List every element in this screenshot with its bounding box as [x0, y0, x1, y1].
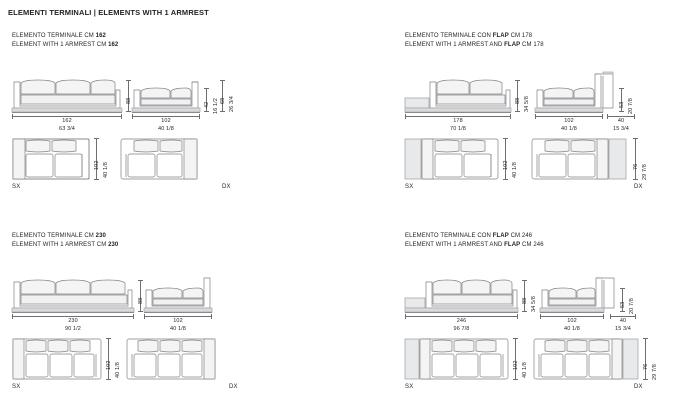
plan-sx-162: [12, 138, 127, 184]
dim-width-246-line: [405, 316, 518, 317]
dim-depth-40-18: 40 1/8: [522, 362, 528, 378]
dim-flap-height-76-line: [635, 138, 636, 180]
dim-width-102-line: [144, 316, 212, 317]
block-heading-en: ELEMENT WITH 1 ARMREST CM 162: [12, 42, 119, 48]
label-dx: DX: [229, 384, 238, 390]
plan-dx-230-svg: [126, 338, 246, 384]
dim-width-102-line: [535, 116, 603, 117]
dim-height-20-78: 20 7/8: [629, 298, 635, 314]
dim-width-102-line: [132, 116, 200, 117]
dim-width-70-18: 70 1/8: [450, 126, 466, 132]
label-sx: SX: [12, 384, 21, 390]
dim-height-88-line: [524, 280, 525, 312]
dim-height-88-line: [140, 280, 141, 312]
dim-width-40-18: 40 1/8: [158, 126, 174, 132]
dim-flap-height-76: 76: [633, 163, 639, 170]
plan-sx-230-svg: [12, 338, 132, 384]
block-terminal-230: [8, 232, 308, 402]
plan-dx-162-svg: [120, 138, 235, 184]
dim-width-230: 230: [68, 318, 78, 324]
plan-sx-178: [405, 138, 525, 184]
plan-dx-230: [126, 338, 246, 384]
block-terminal-162: [8, 32, 308, 202]
label-dx: DX: [634, 184, 643, 190]
dim-depth-102: 102: [503, 160, 509, 170]
dim-width-96-78: 96 7/8: [453, 326, 470, 332]
dim-height-88: 88: [126, 97, 132, 104]
dim-height-88-line: [517, 80, 518, 112]
label-sx: SX: [405, 184, 414, 190]
plan-dx-178: [531, 138, 651, 184]
dim-width-63-34: 63 3/4: [59, 126, 75, 132]
dim-width-102-line: [540, 316, 604, 317]
dim-width-178: 178: [453, 118, 463, 124]
dim-height-42: 42: [204, 101, 210, 108]
dim-depth-102: 102: [94, 160, 100, 170]
dim-width-102: 102: [564, 118, 574, 124]
dim-width-102: 102: [567, 318, 577, 324]
dim-depth-102: 102: [513, 360, 519, 370]
dim-height-20-78: 20 7/8: [628, 98, 634, 114]
dim-height-88: 88: [515, 97, 521, 104]
label-dx: DX: [222, 184, 231, 190]
dim-flap-width-40: 40: [619, 318, 627, 324]
plan-sx-246: [405, 338, 530, 384]
dim-height-88-line: [128, 80, 129, 112]
dim-depth-102: 102: [106, 360, 112, 370]
dim-height-42-line: [206, 88, 207, 112]
dim-width-178-line: [405, 116, 511, 117]
dim-flap-width-40: 40: [617, 118, 625, 124]
plan-dx-178-svg: [531, 138, 651, 184]
page-title: ELEMENTI TERMINALI | ELEMENTS WITH 1 ARMREST: [8, 8, 209, 17]
dim-depth-40-18: 40 1/8: [512, 162, 518, 178]
dim-depth-102-line: [108, 338, 109, 380]
dim-width-40-18: 40 1/8: [170, 326, 186, 332]
dim-height-26-34: 26 3/4: [229, 96, 235, 112]
dim-flap-height-76-line: [645, 338, 646, 380]
block-heading-it: ELEMENTO TERMINALE CM 230: [12, 233, 106, 239]
dim-height-68-line: [222, 80, 223, 112]
plan-sx-162-svg: [12, 138, 127, 184]
dim-width-40-18: 40 1/8: [564, 326, 580, 332]
dim-depth-102-line: [505, 138, 506, 180]
dim-height-16-12: 16 1/2: [213, 98, 219, 114]
dim-width-90-12: 90 1/2: [65, 326, 81, 332]
dim-height-88: 88: [138, 297, 144, 304]
block-heading-it: ELEMENTO TERMINALE CON FLAP CM 178: [405, 33, 533, 39]
block-heading-en: ELEMENT WITH 1 ARMREST CM 230: [12, 242, 119, 248]
dim-width-40-18: 40 1/8: [561, 126, 577, 132]
plan-sx-230: [12, 338, 132, 384]
dim-width-162-line: [12, 116, 122, 117]
dim-height-68: 68: [220, 97, 226, 104]
dim-flap-height-76: 76: [643, 363, 649, 370]
dim-width-102: 102: [173, 318, 183, 324]
dim-flap-width-15-34: 15 3/4: [615, 326, 631, 332]
block-terminal-flap-178: [405, 32, 670, 202]
block-terminal-flap-246: [405, 232, 670, 402]
dim-height-53-line: [621, 88, 622, 112]
block-heading-en: ELEMENT WITH 1 ARMREST AND FLAP CM 246: [405, 242, 544, 248]
dim-height-53: 53: [620, 301, 626, 308]
dim-width-230-line: [12, 316, 134, 317]
label-sx: SX: [405, 384, 414, 390]
dim-width-162: 162: [62, 118, 72, 124]
label-dx: DX: [634, 384, 643, 390]
plan-sx-246-svg: [405, 338, 530, 384]
block-heading-it: ELEMENTO TERMINALE CON FLAP CM 246: [405, 233, 533, 239]
dim-height-88: 88: [522, 297, 528, 304]
dim-flap-width-15-34: 15 3/4: [613, 126, 629, 132]
dim-height-53: 53: [619, 101, 625, 108]
label-sx: SX: [12, 184, 21, 190]
plan-dx-246: [533, 338, 658, 384]
dim-flap-height-29-78: 29 7/8: [652, 364, 658, 380]
dim-width-102: 102: [161, 118, 171, 124]
dim-flap-width-40-line: [610, 316, 636, 317]
block-heading-it: ELEMENTO TERMINALE CM 162: [12, 33, 106, 39]
dim-flap-height-29-78: 29 7/8: [642, 164, 648, 180]
plan-dx-162: [120, 138, 235, 184]
dim-depth-40-18: 40 1/8: [103, 162, 109, 178]
dim-depth-102-line: [515, 338, 516, 380]
dim-width-246: 246: [456, 318, 467, 324]
dim-depth-40-18: 40 1/8: [115, 362, 121, 378]
block-heading-en: ELEMENT WITH 1 ARMREST AND FLAP CM 178: [405, 42, 544, 48]
dim-depth-102-line: [96, 138, 97, 180]
dim-height-34-58: 34 5/8: [524, 96, 530, 112]
plan-dx-246-svg: [533, 338, 658, 384]
dim-width-40-line: [607, 116, 635, 117]
dim-height-34-58: 34 5/8: [531, 296, 537, 312]
dim-height-53-line: [622, 288, 623, 312]
